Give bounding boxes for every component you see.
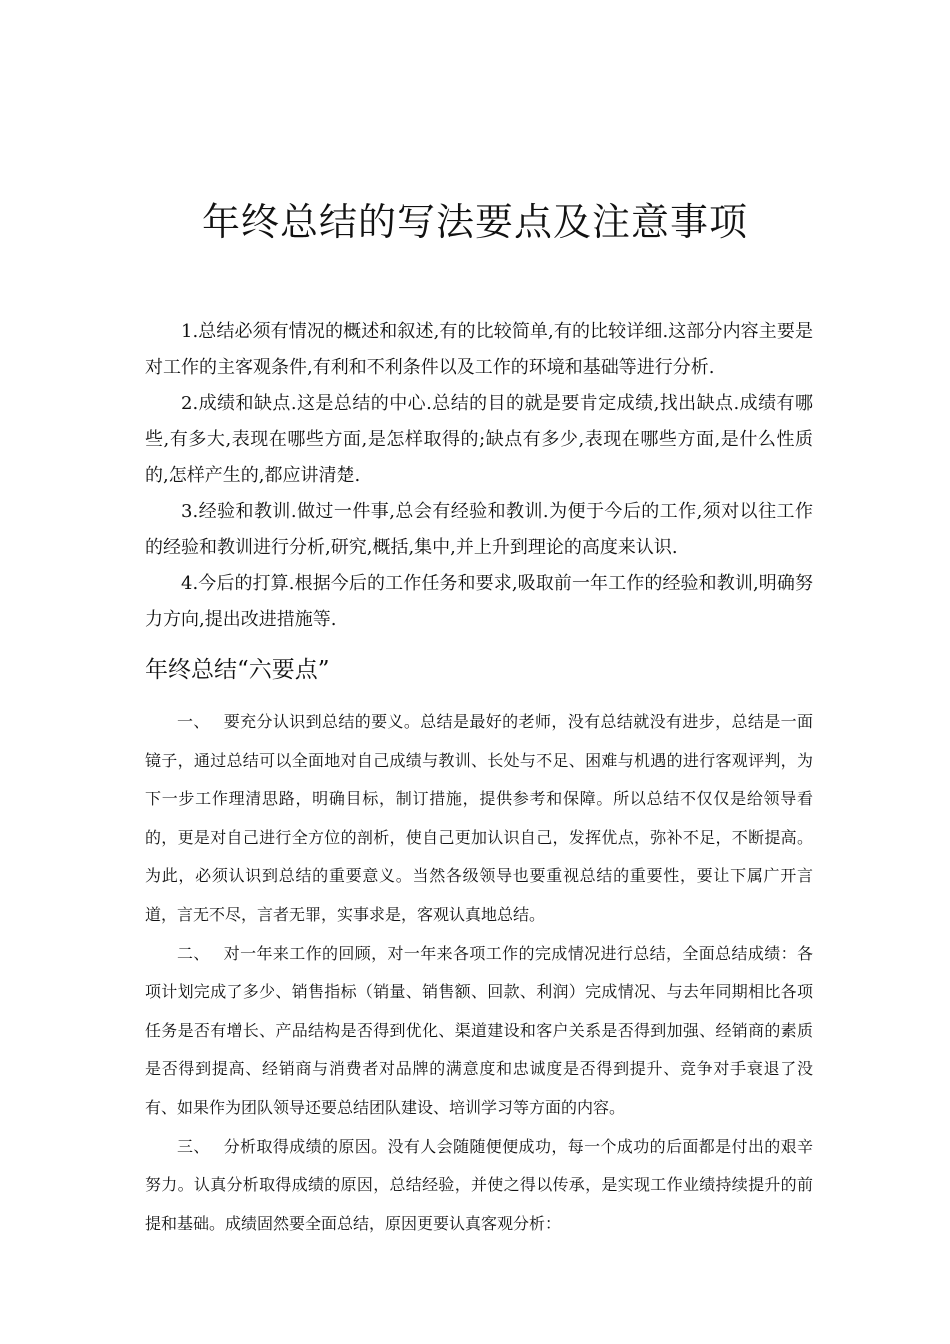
numbered-paragraph	[145, 935, 813, 1128]
numbered-paragraph	[145, 703, 813, 935]
item-number: 三、	[177, 1136, 210, 1156]
item-text: 对一年来工作的回顾，对一年来各项工作的完成情况进行总结，全面总结成绩：各项计划完成了多少、销售指标（销量、销售额、回款、利润）完成情况、与去年同期相比各项任务是否有增长、产品结构是否得到优化、渠道建设和客户关系是否得到加强、经销商的素质是否得到提高、经销商与消费者对品牌的满意度和忠诚度是否得到提升、竞争对手衰退了没有、如果作为团队领导还要总结团队建设、培训学习等方面的内容。	[145, 943, 813, 1117]
point-paragraph: 2.成绩和缺点.这是总结的中心.总结的目的就是要肯定成绩,找出缺点.成绩有哪些,有多大,表现在哪些方面,是怎样取得的;缺点有多少,表现在哪些方面,是什么性质的,怎样产生的,都应讲清楚.	[145, 393, 813, 486]
numbered-paragraph	[145, 1128, 813, 1244]
six-points-section	[145, 703, 813, 1243]
point-paragraph: 3.经验和教训.做过一件事,总会有经验和教训.为便于今后的工作,须对以往工作的经验和教训进行分析,研究,概括,集中,并上升到理论的高度来认识.	[145, 501, 813, 558]
item-number: 一、	[177, 712, 210, 731]
point-paragraph: 1.总结必须有情况的概述和叙述,有的比较简单,有的比较详细.这部分内容主要是对工作的主客观条件,有利和不利条件以及工作的环境和基础等进行分析.	[145, 321, 813, 378]
writing-points-section	[145, 314, 813, 638]
item-number: 二、	[177, 943, 210, 963]
item-text: 要充分认识到总结的要义。总结是最好的老师，没有总结就没有进步，总结是一面镜子，通过总结可以全面地对自己成绩与教训、长处与不足、困难与机遇的进行客观评判，为下一步工作理清思路，明确目标，制订措施，提供参考和保障。所以总结不仅仅是给领导看的，更是对自己进行全方位的剖析，使自己更加认识自己，发挥优点，弥补不足，不断提高。为此，必须认识到总结的重要意义。当然各级领导也要重视总结的重要性，要让下属广开言道，言无不尽，言者无罪，实事求是，客观认真地总结。	[145, 712, 813, 924]
item-text: 分析取得成绩的原因。没有人会随随便便成功，每一个成功的后面都是付出的艰辛努力。认真分析取得成绩的原因，总结经验，并使之得以传承，是实现工作业绩持续提升的前提和基础。成绩固然要全面总结，原因更要认真客观分析：	[145, 1136, 813, 1233]
point-paragraph: 4.今后的打算.根据今后的工作任务和要求,吸取前一年工作的经验和教训,明确努力方向,提出改进措施等.	[145, 573, 813, 630]
document-title: 年终总结的写法要点及注意事项	[201, 200, 748, 244]
section-heading: 年终总结“六要点”	[145, 657, 330, 683]
